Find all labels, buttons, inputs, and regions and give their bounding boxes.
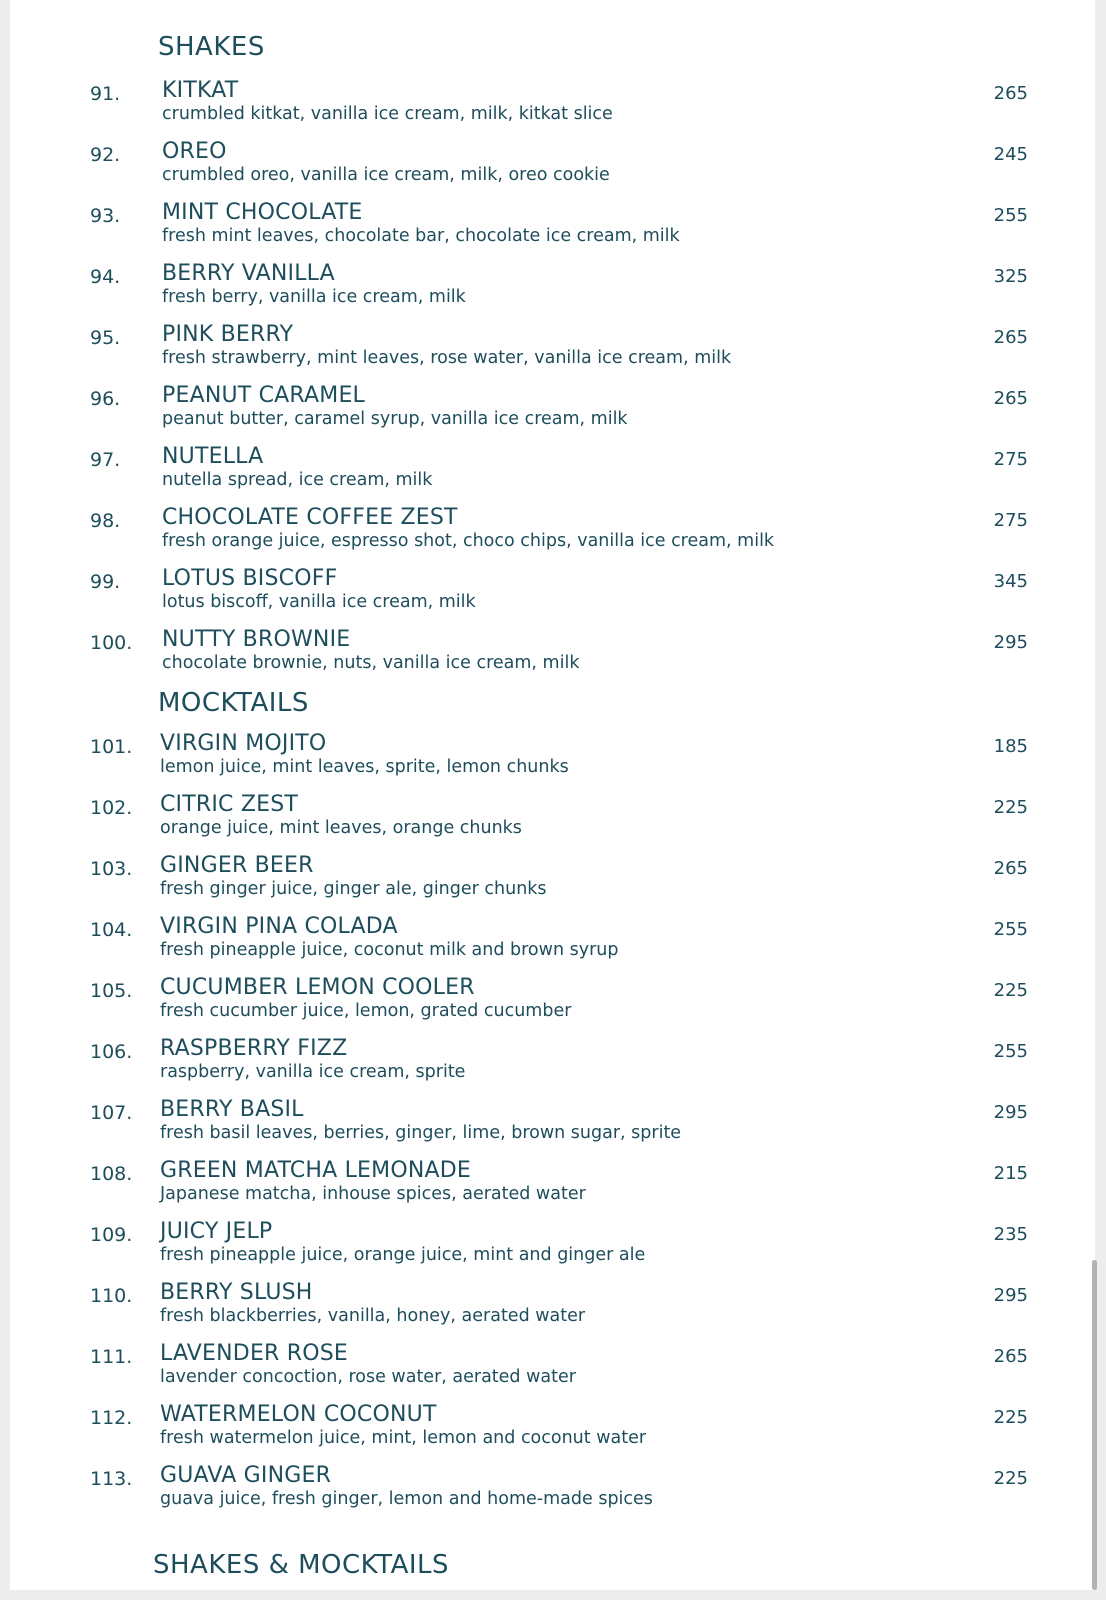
item-number: 96. xyxy=(90,388,121,410)
item-name: BERRY BASIL xyxy=(160,1097,304,1122)
section-title-mocktails: MOCKTAILS xyxy=(158,688,309,718)
menu-item xyxy=(10,566,1095,622)
item-number: 103. xyxy=(90,858,133,880)
item-number: 95. xyxy=(90,327,121,349)
menu-item xyxy=(10,731,1095,787)
item-number: 100. xyxy=(90,632,133,654)
item-name: CHOCOLATE COFFEE ZEST xyxy=(162,505,458,530)
item-number: 112. xyxy=(90,1407,133,1429)
item-name: NUTELLA xyxy=(162,444,264,469)
menu-item xyxy=(10,1463,1095,1519)
item-description: fresh cucumber juice, lemon, grated cucumber xyxy=(160,1001,572,1021)
item-price: 275 xyxy=(993,449,1028,470)
item-name: JUICY JELP xyxy=(160,1219,273,1244)
menu-item xyxy=(10,139,1095,195)
menu-item xyxy=(10,505,1095,561)
item-name: CUCUMBER LEMON COOLER xyxy=(160,975,475,1000)
item-number: 94. xyxy=(90,266,121,288)
item-price: 215 xyxy=(993,1163,1028,1184)
item-price: 325 xyxy=(993,266,1028,287)
menu-item xyxy=(10,853,1095,909)
item-description: fresh pineapple juice, coconut milk and brown syrup xyxy=(160,940,619,960)
item-name: LOTUS BISCOFF xyxy=(162,566,338,591)
item-name: CITRIC ZEST xyxy=(160,792,298,817)
item-number: 97. xyxy=(90,449,121,471)
item-name: BERRY SLUSH xyxy=(160,1280,313,1305)
item-price: 185 xyxy=(993,736,1028,757)
item-price: 255 xyxy=(993,919,1028,940)
menu-item xyxy=(10,1402,1095,1458)
item-description: fresh blackberries, vanilla, honey, aerated water xyxy=(160,1306,586,1326)
item-description: raspberry, vanilla ice cream, sprite xyxy=(160,1062,466,1082)
item-name: NUTTY BROWNIE xyxy=(162,627,351,652)
item-price: 265 xyxy=(993,1346,1028,1367)
item-number: 98. xyxy=(90,510,121,532)
menu-item xyxy=(10,1219,1095,1275)
item-description: fresh watermelon juice, mint, lemon and coconut water xyxy=(160,1428,647,1448)
item-name: VIRGIN MOJITO xyxy=(160,731,327,756)
item-number: 93. xyxy=(90,205,121,227)
item-description: fresh pineapple juice, orange juice, mint and ginger ale xyxy=(160,1245,646,1265)
item-price: 265 xyxy=(993,327,1028,348)
item-number: 99. xyxy=(90,571,121,593)
item-description: peanut butter, caramel syrup, vanilla ice cream, milk xyxy=(162,409,628,429)
item-price: 255 xyxy=(993,205,1028,226)
item-number: 102. xyxy=(90,797,133,819)
item-name: LAVENDER ROSE xyxy=(160,1341,348,1366)
item-name: PINK BERRY xyxy=(162,322,294,347)
menu-item xyxy=(10,200,1095,256)
menu-item xyxy=(10,975,1095,1031)
item-number: 108. xyxy=(90,1163,133,1185)
item-price: 295 xyxy=(993,1102,1028,1123)
item-name: WATERMELON COCONUT xyxy=(160,1402,437,1427)
footer-title: SHAKES & MOCKTAILS xyxy=(153,1550,450,1580)
item-name: BERRY VANILLA xyxy=(162,261,335,286)
item-description: nutella spread, ice cream, milk xyxy=(162,470,433,490)
item-name: RASPBERRY FIZZ xyxy=(160,1036,348,1061)
menu-item xyxy=(10,792,1095,848)
item-name: GREEN MATCHA LEMONADE xyxy=(160,1158,472,1183)
item-description: Japanese matcha, inhouse spices, aerated water xyxy=(160,1184,586,1204)
item-name: VIRGIN PINA COLADA xyxy=(160,914,398,939)
item-description: fresh strawberry, mint leaves, rose water, vanilla ice cream, milk xyxy=(162,348,732,368)
item-price: 275 xyxy=(993,510,1028,531)
item-price: 345 xyxy=(993,571,1028,592)
item-price: 225 xyxy=(993,797,1028,818)
item-number: 109. xyxy=(90,1224,133,1246)
menu-item xyxy=(10,1341,1095,1397)
item-name: KITKAT xyxy=(162,78,239,103)
item-price: 225 xyxy=(993,980,1028,1001)
item-description: crumbled oreo, vanilla ice cream, milk, oreo cookie xyxy=(162,165,610,185)
item-price: 225 xyxy=(993,1468,1028,1489)
item-description: fresh ginger juice, ginger ale, ginger chunks xyxy=(160,879,547,899)
item-number: 113. xyxy=(90,1468,133,1490)
item-price: 265 xyxy=(993,388,1028,409)
menu-item xyxy=(10,78,1095,134)
menu-item xyxy=(10,627,1095,683)
item-price: 265 xyxy=(993,858,1028,879)
item-description: orange juice, mint leaves, orange chunks xyxy=(160,818,522,838)
menu-item xyxy=(10,1158,1095,1214)
menu-item xyxy=(10,444,1095,500)
item-price: 245 xyxy=(993,144,1028,165)
item-description: lemon juice, mint leaves, sprite, lemon chunks xyxy=(160,757,569,777)
section-title-shakes: SHAKES xyxy=(158,32,265,62)
item-description: fresh basil leaves, berries, ginger, lime, brown sugar, sprite xyxy=(160,1123,682,1143)
menu-item xyxy=(10,322,1095,378)
menu-item xyxy=(10,1036,1095,1092)
item-price: 225 xyxy=(993,1407,1028,1428)
item-number: 105. xyxy=(90,980,133,1002)
item-number: 101. xyxy=(90,736,133,758)
item-number: 104. xyxy=(90,919,133,941)
menu-item xyxy=(10,383,1095,439)
item-price: 295 xyxy=(993,632,1028,653)
item-number: 111. xyxy=(90,1346,133,1368)
item-name: OREO xyxy=(162,139,227,164)
item-price: 265 xyxy=(993,83,1028,104)
item-number: 92. xyxy=(90,144,121,166)
item-description: fresh orange juice, espresso shot, choco chips, vanilla ice cream, milk xyxy=(162,531,775,551)
menu-page xyxy=(10,0,1095,1590)
item-name: MINT CHOCOLATE xyxy=(162,200,363,225)
item-price: 235 xyxy=(993,1224,1028,1245)
item-description: lotus biscoff, vanilla ice cream, milk xyxy=(162,592,476,612)
item-price: 295 xyxy=(993,1285,1028,1306)
item-description: lavender concoction, rose water, aerated water xyxy=(160,1367,576,1387)
menu-item xyxy=(10,914,1095,970)
item-number: 91. xyxy=(90,83,121,105)
menu-item xyxy=(10,1280,1095,1336)
item-name: GINGER BEER xyxy=(160,853,314,878)
item-number: 106. xyxy=(90,1041,133,1063)
menu-item xyxy=(10,261,1095,317)
item-description: guava juice, fresh ginger, lemon and home-made spices xyxy=(160,1489,653,1509)
item-description: crumbled kitkat, vanilla ice cream, milk, kitkat slice xyxy=(162,104,613,124)
item-description: fresh berry, vanilla ice cream, milk xyxy=(162,287,466,307)
item-number: 107. xyxy=(90,1102,133,1124)
item-description: chocolate brownie, nuts, vanilla ice cream, milk xyxy=(162,653,580,673)
item-name: PEANUT CARAMEL xyxy=(162,383,366,408)
item-name: GUAVA GINGER xyxy=(160,1463,332,1488)
item-number: 110. xyxy=(90,1285,133,1307)
item-price: 255 xyxy=(993,1041,1028,1062)
menu-item xyxy=(10,1097,1095,1153)
scrollbar[interactable] xyxy=(1092,1260,1097,1590)
item-description: fresh mint leaves, chocolate bar, chocolate ice cream, milk xyxy=(162,226,680,246)
